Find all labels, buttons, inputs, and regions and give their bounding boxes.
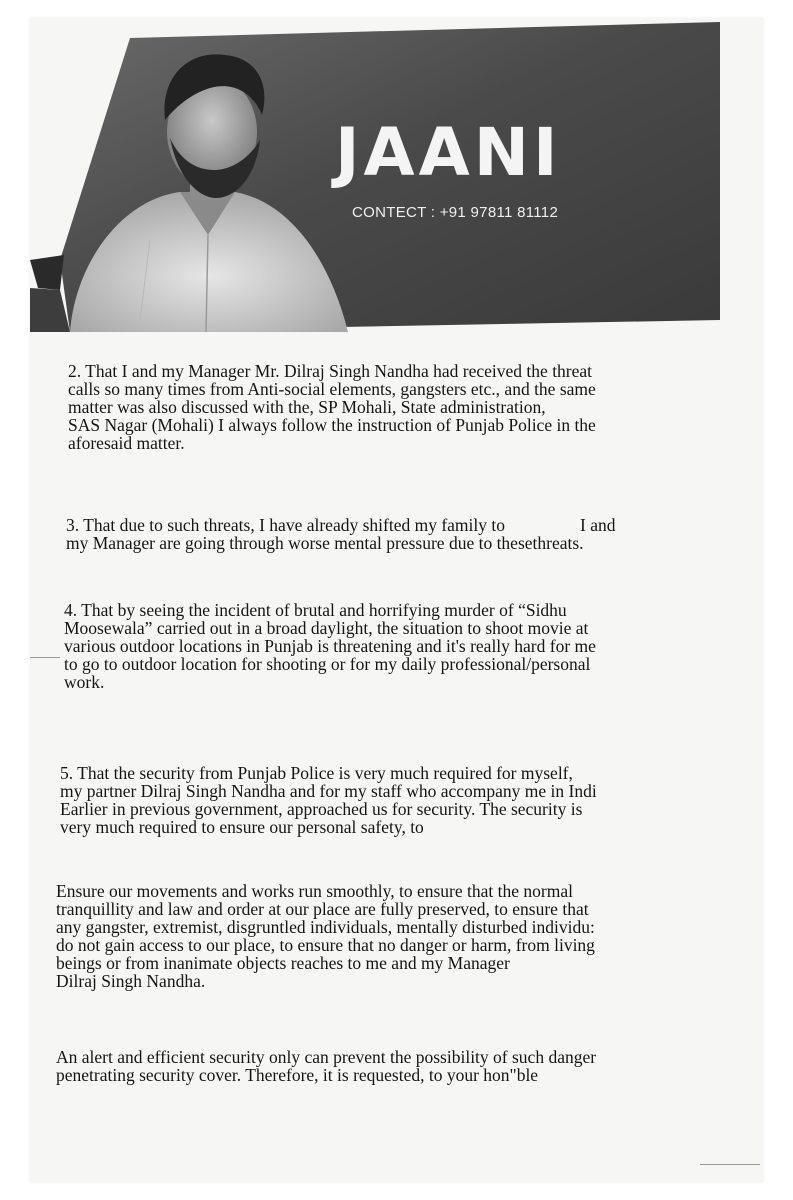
paragraph-line-part: 3. That due to such threats, I have already shifted my family to — [66, 515, 505, 535]
paragraph-line: my partner Dilraj Singh Nandha and for my staff who accompany me in Indi — [60, 781, 597, 801]
paragraph-line: work. — [64, 672, 105, 692]
paragraph-line-part: I and — [580, 515, 616, 535]
paragraph-3 — [66, 516, 615, 552]
paragraph-line: my Manager are going through worse mental pressure due to thesethreats. — [66, 533, 584, 553]
paragraph-line: SAS Nagar (Mohali) I always follow the instruction of Punjab Police in the — [68, 415, 596, 435]
paragraph-line: Moosewala” carried out in a broad daylight, the situation to shoot movie at — [64, 618, 589, 638]
paragraph-line: various outdoor locations in Punjab is threatening and it's really hard for me — [64, 636, 596, 656]
paragraph-line: aforesaid matter. — [68, 433, 185, 453]
paragraph-line: to go to outdoor location for shooting or for my daily professional/personal — [64, 654, 591, 674]
paragraph-4 — [64, 601, 596, 691]
brand-title: JAANI — [335, 114, 562, 191]
paragraph-line: very much required to ensure our personal safety, to — [60, 817, 424, 837]
paragraph-line: Dilraj Singh Nandha. — [56, 971, 206, 991]
paragraph-line: do not gain access to our place, to ensure that no danger or harm, from living — [56, 935, 595, 955]
paragraph-line: An alert and efficient security only can prevent the possibility of such danger — [56, 1047, 597, 1067]
paragraph-line: calls so many times from Anti-social elements, gangsters etc., and the same — [68, 379, 596, 399]
paragraph-5 — [60, 764, 597, 836]
paragraph-line: 5. That the security from Punjab Police is very much required for myself, — [60, 763, 573, 783]
paragraph-line: 4. That by seeing the incident of brutal and horrifying murder of “Sidhu — [64, 600, 567, 620]
paragraph-6 — [56, 882, 595, 990]
paragraph-line: any gangster, extremist, disgruntled individuals, mentally disturbed individu: — [56, 917, 595, 937]
paragraph-2 — [68, 362, 596, 452]
paragraph-line: Earlier in previous government, approached us for security. The security is — [60, 799, 583, 819]
paragraph-line: tranquillity and law and order at our place are fully preserved, to ensure that — [56, 899, 589, 919]
paragraph-7 — [56, 1048, 596, 1084]
scan-mark — [700, 1164, 760, 1165]
contact-number: CONTECT : +91 97811 81112 — [352, 204, 559, 221]
paragraph-line-with-gap — [66, 516, 615, 534]
paragraph-line: 2. That I and my Manager Mr. Dilraj Singh Nandha had received the threat — [68, 361, 593, 381]
paragraph-line: matter was also discussed with the, SP Mohali, State administration, — [68, 397, 546, 417]
paragraph-line: Ensure our movements and works run smoothly, to ensure that the normal — [56, 881, 573, 901]
paragraph-line: penetrating security cover. Therefore, it is requested, to your hon"ble — [56, 1065, 539, 1085]
paragraph-line: beings or from inanimate objects reaches to me and my Manager — [56, 953, 510, 973]
scan-mark — [30, 657, 60, 658]
